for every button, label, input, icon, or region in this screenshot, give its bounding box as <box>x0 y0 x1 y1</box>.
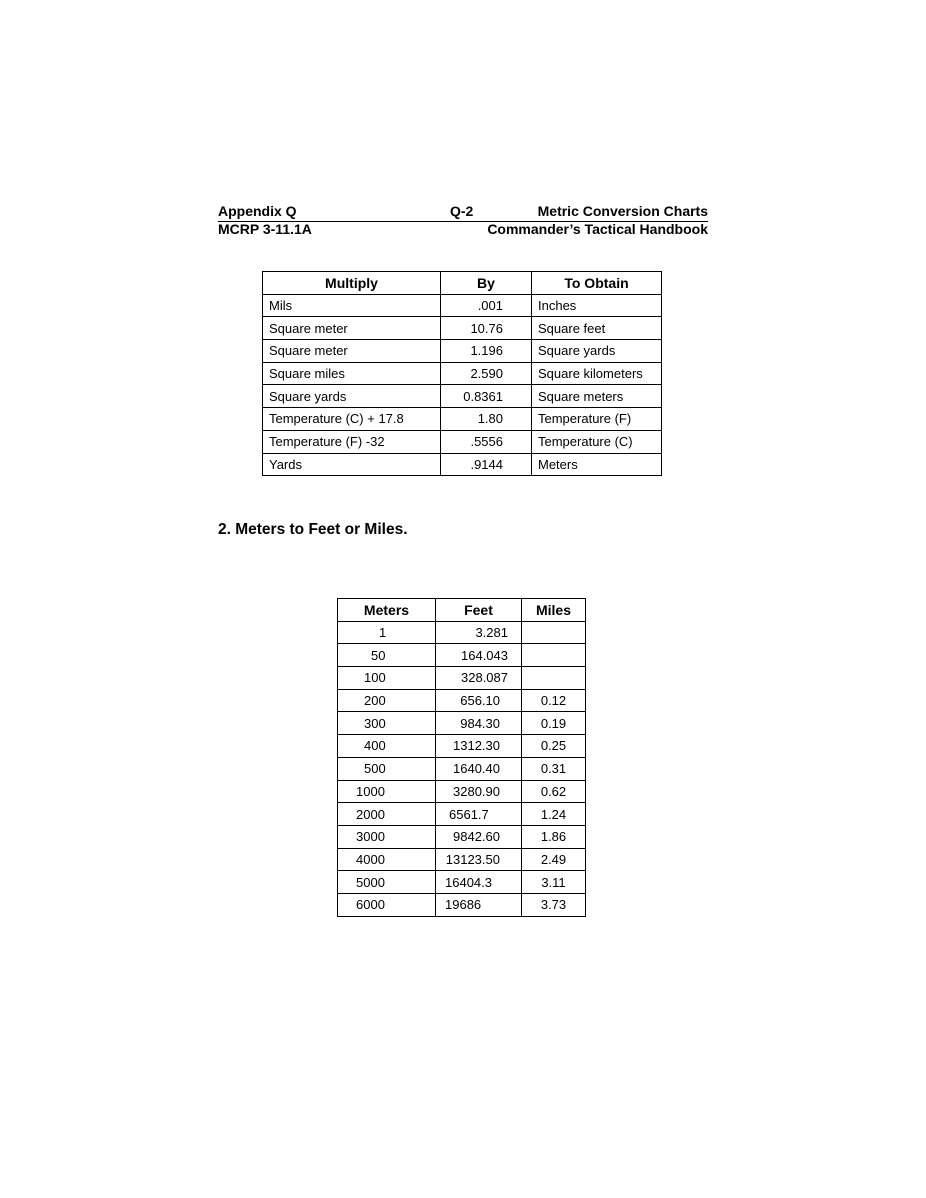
table-row <box>338 757 586 780</box>
feet-cell: 3280.90 <box>436 780 522 803</box>
obtain-cell: Square feet <box>532 317 662 340</box>
multiply-cell: Square meter <box>263 340 441 363</box>
feet-cell: 984.30 <box>436 712 522 735</box>
column-header-feet: Feet <box>436 599 522 622</box>
column-header-meters: Meters <box>338 599 436 622</box>
meters-cell: 2000 <box>338 803 436 826</box>
conversion-table <box>262 271 662 476</box>
table-row <box>338 780 586 803</box>
meters-cell: 50 <box>338 644 436 667</box>
miles-cell: 0.19 <box>522 712 586 735</box>
column-header-multiply: Multiply <box>263 272 441 295</box>
multiply-cell: Temperature (F) -32 <box>263 430 441 453</box>
miles-cell: 0.31 <box>522 757 586 780</box>
table-row <box>338 825 586 848</box>
meters-cell: 500 <box>338 757 436 780</box>
meters-cell: 4000 <box>338 848 436 871</box>
table-row <box>338 712 586 735</box>
miles-cell: 1.24 <box>522 803 586 826</box>
obtain-cell: Square yards <box>532 340 662 363</box>
table-row <box>263 385 662 408</box>
obtain-cell: Temperature (C) <box>532 430 662 453</box>
miles-cell: 1.86 <box>522 825 586 848</box>
table-row <box>338 689 586 712</box>
feet-cell: 1312.30 <box>436 735 522 758</box>
meters-cell: 3000 <box>338 825 436 848</box>
obtain-cell: Inches <box>532 294 662 317</box>
feet-cell: 656.10 <box>436 689 522 712</box>
table-row <box>263 317 662 340</box>
multiply-cell: Temperature (C) + 17.8 <box>263 408 441 431</box>
meters-cell: 100 <box>338 667 436 690</box>
appendix-label: Appendix Q <box>218 203 297 219</box>
miles-cell: 2.49 <box>522 848 586 871</box>
factor-cell: 1.196 <box>441 340 532 363</box>
feet-cell: 13123.50 <box>436 848 522 871</box>
table-row <box>338 893 586 916</box>
factor-cell: 2.590 <box>441 362 532 385</box>
factor-cell: 1.80 <box>441 408 532 431</box>
miles-cell: 0.62 <box>522 780 586 803</box>
obtain-cell: Square meters <box>532 385 662 408</box>
column-header-miles: Miles <box>522 599 586 622</box>
column-header-by: By <box>441 272 532 295</box>
obtain-cell: Meters <box>532 453 662 476</box>
miles-cell <box>522 621 586 644</box>
table-row <box>263 408 662 431</box>
running-header-line-1 <box>218 203 708 222</box>
table-row <box>338 735 586 758</box>
feet-cell: 9842.60 <box>436 825 522 848</box>
table-row <box>263 294 662 317</box>
obtain-cell: Square kilometers <box>532 362 662 385</box>
factor-cell: 10.76 <box>441 317 532 340</box>
meters-cell: 300 <box>338 712 436 735</box>
feet-cell: 6561.7 <box>436 803 522 826</box>
meters-to-feet-miles-table <box>337 598 586 917</box>
factor-cell: 0.8361 <box>441 385 532 408</box>
meters-cell: 1 <box>338 621 436 644</box>
table-row <box>338 621 586 644</box>
table-row <box>338 848 586 871</box>
feet-cell: 328.087 <box>436 667 522 690</box>
column-header-to-obtain: To Obtain <box>532 272 662 295</box>
miles-cell: 3.73 <box>522 893 586 916</box>
table-row <box>263 453 662 476</box>
factor-cell: .9144 <box>441 453 532 476</box>
table-row <box>338 871 586 894</box>
multiply-cell: Mils <box>263 294 441 317</box>
table-header-row <box>263 272 662 295</box>
table-header-row <box>338 599 586 622</box>
section-heading: 2. Meters to Feet or Miles. <box>218 521 408 538</box>
miles-cell: 0.25 <box>522 735 586 758</box>
feet-cell: 19686 <box>436 893 522 916</box>
running-header-line-2 <box>218 221 708 239</box>
page-number: Q-2 <box>450 203 474 219</box>
chapter-title: Metric Conversion Charts <box>537 203 708 219</box>
obtain-cell: Temperature (F) <box>532 408 662 431</box>
multiply-cell: Yards <box>263 453 441 476</box>
multiply-cell: Square yards <box>263 385 441 408</box>
table-row <box>263 362 662 385</box>
book-title: Commander’s Tactical Handbook <box>487 221 708 237</box>
factor-cell: .001 <box>441 294 532 317</box>
table-row <box>338 667 586 690</box>
feet-cell: 16404.3 <box>436 871 522 894</box>
factor-cell: .5556 <box>441 430 532 453</box>
feet-cell: 3.281 <box>436 621 522 644</box>
table-row <box>263 340 662 363</box>
feet-cell: 1640.40 <box>436 757 522 780</box>
table-row <box>338 644 586 667</box>
meters-cell: 6000 <box>338 893 436 916</box>
miles-cell <box>522 667 586 690</box>
publication-number: MCRP 3-11.1A <box>218 221 312 237</box>
multiply-cell: Square meter <box>263 317 441 340</box>
meters-cell: 200 <box>338 689 436 712</box>
table-row <box>338 803 586 826</box>
miles-cell <box>522 644 586 667</box>
feet-cell: 164.043 <box>436 644 522 667</box>
meters-cell: 1000 <box>338 780 436 803</box>
meters-cell: 400 <box>338 735 436 758</box>
miles-cell: 3.11 <box>522 871 586 894</box>
meters-cell: 5000 <box>338 871 436 894</box>
table-row <box>263 430 662 453</box>
multiply-cell: Square miles <box>263 362 441 385</box>
miles-cell: 0.12 <box>522 689 586 712</box>
